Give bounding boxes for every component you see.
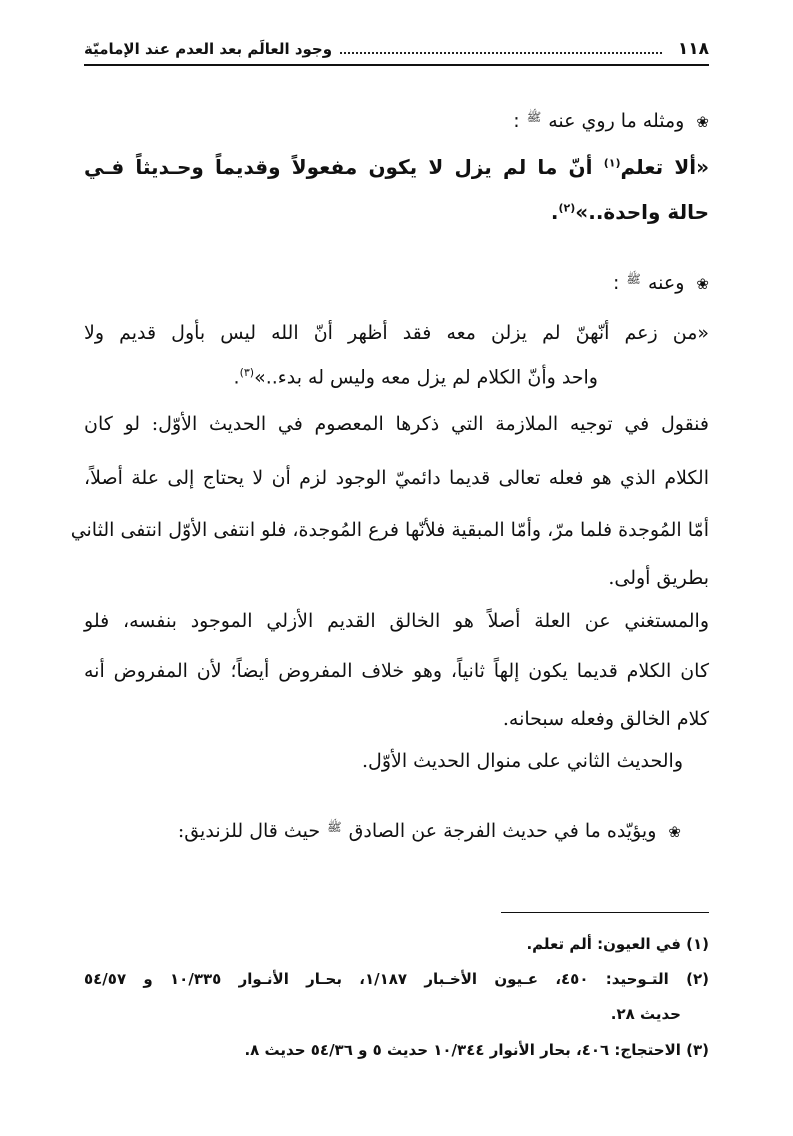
paragraph2-line3: كلام الخالق وفعله سبحانه. xyxy=(502,708,709,730)
flower-bullet-icon: ❀ xyxy=(696,275,709,293)
header-rule xyxy=(84,64,709,66)
honorific-icon: ﷺ xyxy=(626,272,641,286)
block2-intro: ❀ وعنه ﷺ : xyxy=(612,272,709,294)
flower-bullet-icon: ❀ xyxy=(668,823,681,841)
paragraph1-line1: فنقول في توجيه الملازمة التي ذكرها المعصوم في الحديث الأوّل: لو كان xyxy=(84,413,709,435)
header-leader-dots xyxy=(340,52,662,54)
footnote-ref-2: (٢) xyxy=(558,201,576,215)
paragraph2-line1: والمستغني عن العلة أصلاً هو الخالق القديم الأزلي الموجود بنفسه، فلو xyxy=(84,610,709,632)
paragraph3-line1: والحديث الثاني على منوال الحديث الأوّل. xyxy=(362,750,683,772)
paragraph1-line3: أمّا المُوجدة فلما مرّ، وأمّا المبقية فلأنّها فرع المُوجدة، فلو انتفى الأوّل انتفى الثاني xyxy=(70,519,709,541)
page-number: ١١٨ xyxy=(677,39,709,59)
block2-quote-line2: واحد وأنّ الكلام لم يزل معه وليس له بدء..»$^{(٣)}$. xyxy=(233,366,598,389)
footnote-ref-1: (١) xyxy=(603,156,621,170)
block3-line: ❀ ويؤيّده ما في حديث الفرجة عن الصادق ﷺ حيث قال للزنديق: xyxy=(177,820,681,842)
footnote-ref-3: (٣) xyxy=(239,366,255,379)
footnote-2-line1: (٢) التـوحيد: ٤٥٠، عـيون الأخـبار ١/١٨٧، بحـار الأنـوار ١٠/٣٣٥ و ٥٤/٥٧ xyxy=(84,970,709,988)
paragraph2-line2: كان الكلام قديما يكون إلهاً ثانياً، وهو خلاف المفروض أيضاً؛ لأن المفروض أنه xyxy=(84,660,709,682)
paragraph1-line4: بطريق أولى. xyxy=(608,567,709,589)
block1-quote-line1: «ألا تعلم$^{(١)}$ أنّ ما لم يزل لا يكون مفعولاً وقديماً وحـديثاً فـي xyxy=(84,155,709,179)
footnote-3: (٣) الاحتجاج: ٤٠٦، بحار الأنوار ١٠/٣٤٤ حديث ٥ و ٥٤/٣٦ حديث ٨. xyxy=(244,1041,709,1059)
honorific-icon: ﷺ xyxy=(526,110,542,124)
block1-quote-line2: حالة واحدة..»$^{(٢)}$. xyxy=(550,200,709,224)
honorific-icon: ﷺ xyxy=(327,820,342,834)
paragraph1-line2: الكلام الذي هو فعله تعالى قديما دائميّ الوجود لزم أن لا يحتاج إلى علة أصلاً، xyxy=(84,467,709,489)
footnote-rule xyxy=(501,912,709,913)
running-header xyxy=(84,34,709,64)
flower-bullet-icon: ❀ xyxy=(696,113,709,131)
block1-intro: ❀ ومثله ما روي عنه ﷺ : xyxy=(513,110,709,132)
block2-quote-line1: «من زعم أنّهنّ لم يزلن معه فقد أظهر أنّ الله ليس بأول قديم ولا xyxy=(84,322,709,344)
header-title: وجود العالَم بعد العدم عند الإماميّة xyxy=(84,40,333,58)
footnote-2-line2: حديث ٢٨. xyxy=(610,1005,681,1023)
footnote-1: (١) في العيون: ألم تعلم. xyxy=(526,935,709,953)
